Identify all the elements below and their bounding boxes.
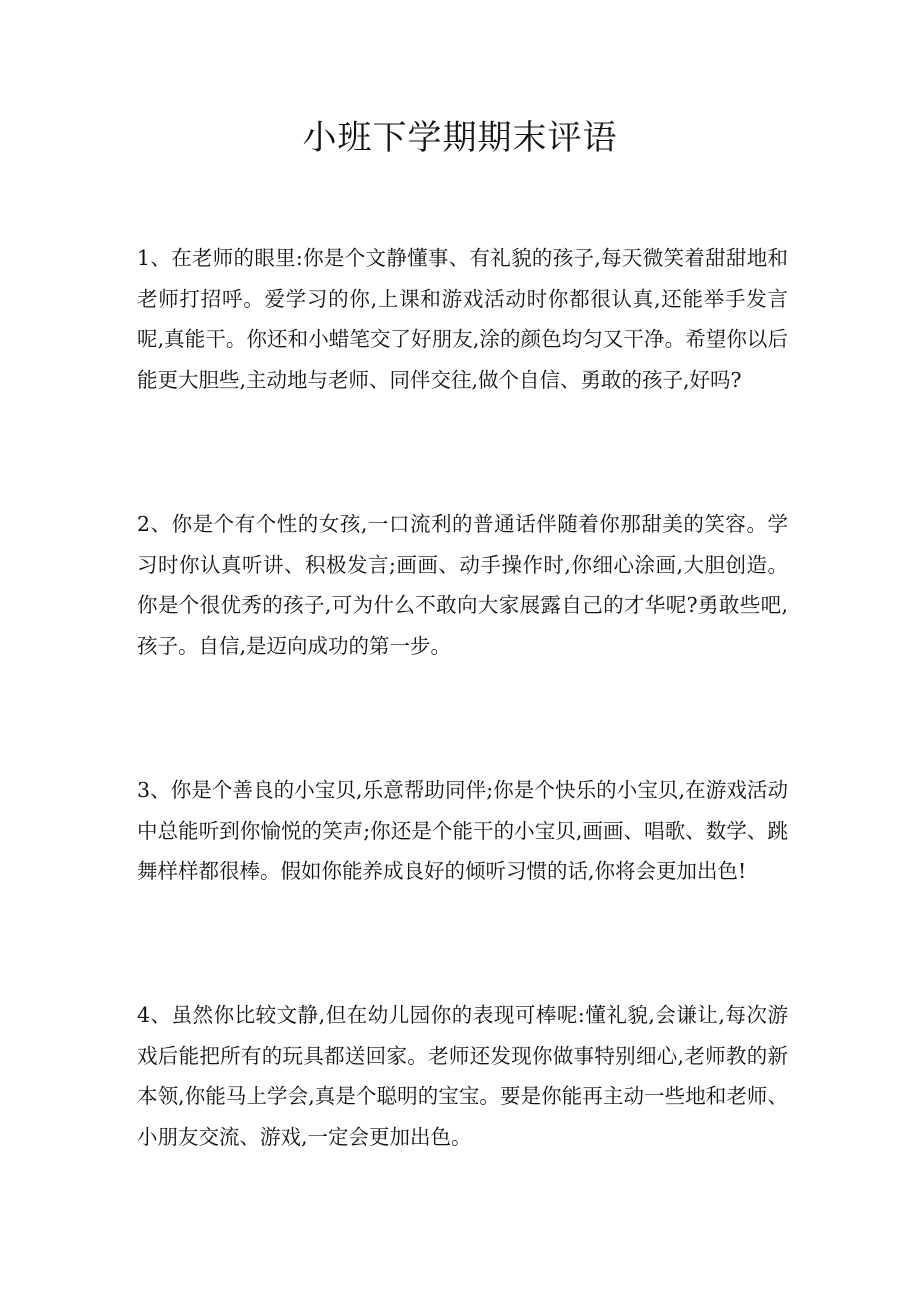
comment-paragraph-2: 2、你是个有个性的女孩,一口流利的普通话伴随着你那甜美的笑容。学习时你认真听讲、积极发言;画画、动手操作时,你细心涂画,大胆创造。你是个很优秀的孩子,可为什么不敢向大家展露自己的才华呢?勇敢些吧,孩子。自信,是迈向成功的第一步。 [137, 512, 788, 658]
comment-paragraph-1: 1、在老师的眼里:你是个文静懂事、有礼貌的孩子,每天微笑着甜甜地和老师打招呼。爱学习的你,上课和游戏活动时你都很认真,还能举手发言呢,真能干。你还和小蜡笔交了好朋友,涂的颜色均匀又干净。希望你以后能更大胆些,主动地与老师、同伴交往,做个自信、勇敢的孩子,好吗? [137, 246, 788, 392]
page-title: 小班下学期期末评语 [302, 118, 618, 158]
comment-paragraph-3: 3、你是个善良的小宝贝,乐意帮助同伴;你是个快乐的小宝贝,在游戏活动中总能听到你愉悦的笑声;你还是个能干的小宝贝,画画、唱歌、数学、跳舞样样都很棒。假如你能养成良好的倾听习惯的话,你将会更加出色! [137, 778, 788, 883]
comment-paragraph-4: 4、虽然你比较文静,但在幼儿园你的表现可棒呢:懂礼貌,会谦让,每次游戏后能把所有的玩具都送回家。老师还发现你做事特别细心,老师教的新本领,你能马上学会,真是个聪明的宝宝。要是你能再主动一些地和老师、小朋友交流、游戏,一定会更加出色。 [137, 1003, 788, 1149]
